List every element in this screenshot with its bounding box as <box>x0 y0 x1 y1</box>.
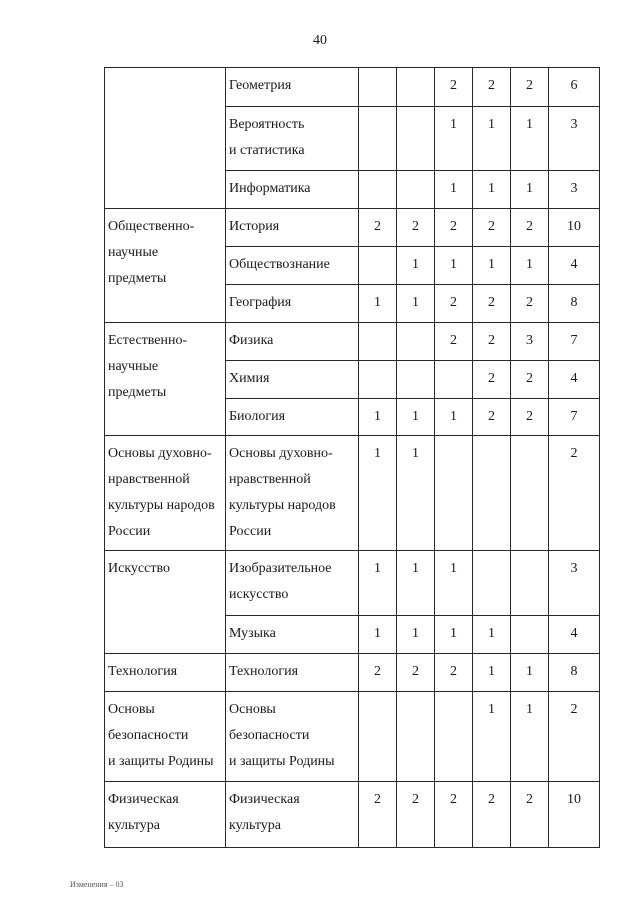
hours-cell: 1 <box>359 436 397 551</box>
cell-text-line: безопасности <box>229 728 310 743</box>
total-cell: 4 <box>549 361 600 399</box>
cell-text-line: научные <box>108 245 159 260</box>
hours-cell <box>397 323 435 361</box>
hours-cell <box>435 361 473 399</box>
hours-cell: 2 <box>435 782 473 848</box>
cell-text-line: предметы <box>108 385 167 400</box>
hours-cell: 2 <box>397 654 435 692</box>
cell-text-line: Обществознание <box>229 257 330 272</box>
hours-cell <box>359 247 397 285</box>
subject-cell <box>226 323 359 361</box>
cell-text-line: География <box>229 295 292 310</box>
hours-cell: 1 <box>359 551 397 616</box>
total-cell: 3 <box>549 551 600 616</box>
subject-area-cell <box>105 209 226 323</box>
hours-cell <box>473 436 511 551</box>
subject-cell <box>226 107 359 171</box>
hours-cell: 2 <box>397 782 435 848</box>
hours-cell: 1 <box>397 247 435 285</box>
subject-area-cell <box>105 436 226 551</box>
hours-cell: 1 <box>359 285 397 323</box>
total-cell: 10 <box>549 782 600 848</box>
hours-cell: 2 <box>435 285 473 323</box>
table-row <box>105 436 600 551</box>
subject-cell <box>226 436 359 551</box>
hours-cell: 2 <box>473 209 511 247</box>
cell-text-line: Биология <box>229 409 286 424</box>
hours-cell <box>397 361 435 399</box>
cell-text-line: искусство <box>229 587 289 602</box>
cell-text-line: и статистика <box>229 143 305 158</box>
subject-cell <box>226 171 359 209</box>
subject-cell <box>226 782 359 848</box>
hours-cell <box>359 68 397 107</box>
hours-cell: 2 <box>473 782 511 848</box>
hours-cell: 2 <box>511 361 549 399</box>
hours-cell: 1 <box>397 285 435 323</box>
cell-text-line: Информатика <box>229 181 311 196</box>
cell-text-line: Естественно- <box>108 333 188 348</box>
cell-text-line: нравственной <box>108 472 190 487</box>
hours-cell: 1 <box>435 107 473 171</box>
cell-text-line: и защиты Родины <box>229 754 335 769</box>
hours-cell: 1 <box>435 616 473 654</box>
hours-cell: 2 <box>359 782 397 848</box>
subject-area-cell <box>105 551 226 654</box>
cell-text-line: предметы <box>108 271 167 286</box>
cell-text-line: России <box>229 524 272 539</box>
subject-cell <box>226 361 359 399</box>
hours-cell: 1 <box>435 171 473 209</box>
total-cell: 4 <box>549 616 600 654</box>
cell-text-line: Общественно- <box>108 219 195 234</box>
hours-cell <box>511 551 549 616</box>
subject-cell <box>226 68 359 107</box>
table-row <box>105 551 600 616</box>
total-cell: 10 <box>549 209 600 247</box>
hours-cell <box>359 361 397 399</box>
cell-text-line: Вероятность <box>229 117 305 132</box>
hours-cell <box>359 323 397 361</box>
cell-text-line: научные <box>108 359 159 374</box>
hours-cell <box>473 551 511 616</box>
hours-cell <box>359 171 397 209</box>
hours-cell: 1 <box>397 616 435 654</box>
footer-note: Изменения – 03 <box>70 880 124 889</box>
cell-text-line: Основы <box>229 702 276 717</box>
hours-cell: 2 <box>397 209 435 247</box>
table-row <box>105 692 600 782</box>
hours-cell: 2 <box>511 209 549 247</box>
subject-cell <box>226 551 359 616</box>
subject-area-cell <box>105 68 226 209</box>
hours-cell: 1 <box>473 616 511 654</box>
total-cell: 2 <box>549 692 600 782</box>
hours-cell: 1 <box>511 654 549 692</box>
hours-cell: 1 <box>435 247 473 285</box>
hours-cell <box>397 107 435 171</box>
cell-text-line: культуры народов <box>108 498 215 513</box>
hours-cell: 1 <box>511 247 549 285</box>
cell-text-line: Технология <box>229 664 299 679</box>
hours-cell: 2 <box>473 285 511 323</box>
hours-cell: 2 <box>511 285 549 323</box>
hours-cell: 1 <box>359 399 397 436</box>
hours-cell <box>397 692 435 782</box>
hours-cell: 1 <box>397 436 435 551</box>
cell-text-line: культура <box>108 818 160 833</box>
hours-cell: 1 <box>473 247 511 285</box>
hours-cell <box>435 436 473 551</box>
hours-cell: 1 <box>511 692 549 782</box>
page-number: 40 <box>313 33 327 48</box>
total-cell: 3 <box>549 171 600 209</box>
hours-cell: 2 <box>473 399 511 436</box>
cell-text-line: Физика <box>229 333 274 348</box>
cell-text-line: Физическая <box>108 792 179 807</box>
cell-text-line: культура <box>229 818 281 833</box>
hours-cell: 3 <box>511 323 549 361</box>
hours-cell: 1 <box>473 171 511 209</box>
hours-cell: 2 <box>511 782 549 848</box>
hours-cell: 2 <box>473 68 511 107</box>
total-cell: 6 <box>549 68 600 107</box>
cell-text-line: Основы духовно- <box>229 446 333 461</box>
total-cell: 8 <box>549 285 600 323</box>
subject-cell <box>226 616 359 654</box>
cell-text-line: Изобразительное <box>229 561 332 576</box>
total-cell: 4 <box>549 247 600 285</box>
table-row <box>105 654 600 692</box>
subject-area-cell <box>105 692 226 782</box>
subject-cell <box>226 209 359 247</box>
subject-cell <box>226 692 359 782</box>
cell-text-line: нравственной <box>229 472 311 487</box>
cell-text-line: безопасности <box>108 728 189 743</box>
cell-text-line: культуры народов <box>229 498 336 513</box>
hours-cell: 1 <box>473 692 511 782</box>
subject-cell <box>226 247 359 285</box>
hours-cell: 2 <box>435 654 473 692</box>
hours-cell: 2 <box>435 68 473 107</box>
hours-cell <box>435 692 473 782</box>
total-cell: 2 <box>549 436 600 551</box>
table-row <box>105 323 600 361</box>
curriculum-table <box>104 67 600 848</box>
subject-cell <box>226 654 359 692</box>
cell-text-line: Музыка <box>229 626 276 641</box>
table-row <box>105 782 600 848</box>
cell-text-line: Технология <box>108 664 178 679</box>
hours-cell: 1 <box>435 399 473 436</box>
subject-area-cell <box>105 654 226 692</box>
hours-cell: 2 <box>359 209 397 247</box>
subject-cell <box>226 399 359 436</box>
cell-text-line: Физическая <box>229 792 300 807</box>
hours-cell: 1 <box>511 107 549 171</box>
hours-cell <box>359 692 397 782</box>
table-row <box>105 209 600 247</box>
subject-cell <box>226 285 359 323</box>
total-cell: 3 <box>549 107 600 171</box>
cell-text-line: Искусство <box>108 561 170 576</box>
cell-text-line: Основы <box>108 702 155 717</box>
cell-text-line: Основы духовно- <box>108 446 212 461</box>
hours-cell: 1 <box>435 551 473 616</box>
hours-cell <box>511 616 549 654</box>
hours-cell: 1 <box>473 107 511 171</box>
hours-cell: 2 <box>511 399 549 436</box>
total-cell: 7 <box>549 323 600 361</box>
hours-cell: 2 <box>473 323 511 361</box>
hours-cell <box>359 107 397 171</box>
hours-cell: 1 <box>359 616 397 654</box>
cell-text-line: Геометрия <box>229 78 292 93</box>
total-cell: 7 <box>549 399 600 436</box>
hours-cell <box>511 436 549 551</box>
cell-text-line: и защиты Родины <box>108 754 214 769</box>
hours-cell: 2 <box>473 361 511 399</box>
hours-cell: 1 <box>511 171 549 209</box>
hours-cell: 2 <box>435 209 473 247</box>
total-cell: 8 <box>549 654 600 692</box>
cell-text-line: России <box>108 524 151 539</box>
hours-cell: 2 <box>435 323 473 361</box>
subject-area-cell <box>105 782 226 848</box>
cell-text-line: История <box>229 219 280 234</box>
cell-text-line: Химия <box>229 371 270 386</box>
subject-area-cell <box>105 323 226 436</box>
hours-cell: 1 <box>397 551 435 616</box>
hours-cell: 1 <box>397 399 435 436</box>
hours-cell <box>397 68 435 107</box>
hours-cell: 1 <box>473 654 511 692</box>
hours-cell <box>397 171 435 209</box>
hours-cell: 2 <box>511 68 549 107</box>
hours-cell: 2 <box>359 654 397 692</box>
table-row <box>105 68 600 107</box>
